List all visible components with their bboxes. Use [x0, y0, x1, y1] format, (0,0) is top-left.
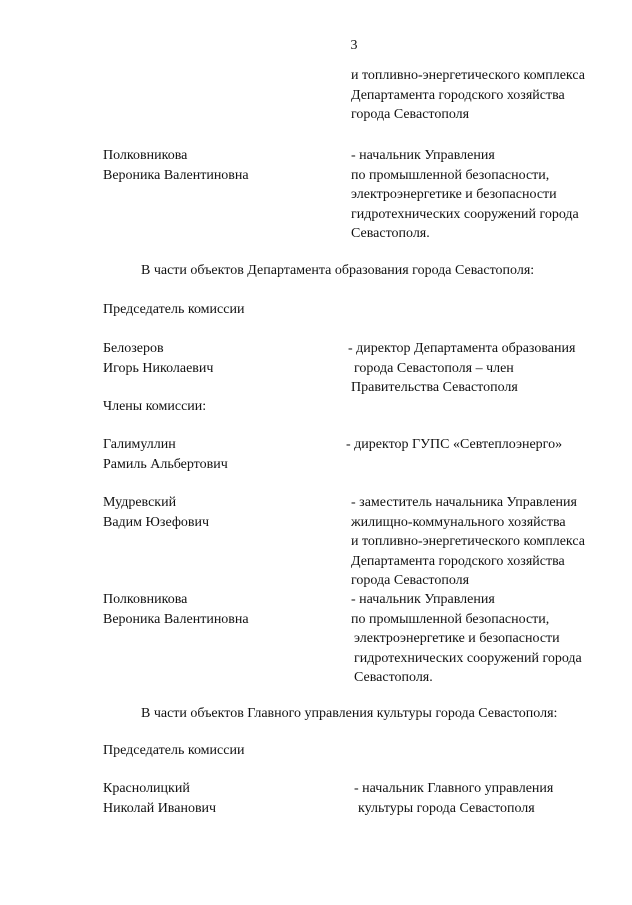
member-position — [351, 146, 579, 244]
members-label: Члены комиссии: — [103, 399, 207, 414]
surname: Краснолицкий — [103, 781, 190, 796]
member-position — [351, 493, 585, 591]
text-line: Севастополя. — [351, 226, 430, 241]
text-line: по промышленной безопасности, — [351, 167, 550, 183]
text-line: города Севастополя — [351, 573, 470, 588]
chair-label: Председатель комиссии — [103, 302, 245, 317]
section-heading-culture: В части объектов Главного управления культуры города Севастополя: — [141, 706, 558, 721]
text-line: электроэнергетике и безопасности — [351, 187, 557, 202]
text-line: по промышленной безопасности, — [351, 611, 550, 627]
text-line: жилищно-коммунального хозяйства — [351, 514, 566, 530]
surname: Белозеров — [103, 341, 164, 356]
member-name — [103, 146, 249, 185]
text-line: и топливно-энергетического комплекса — [351, 534, 585, 549]
position-continuation — [351, 66, 585, 125]
text-line: Севастополя. — [354, 670, 433, 685]
text-line: - заместитель начальника Управления — [351, 495, 577, 510]
surname: Полковникова — [103, 148, 188, 163]
text-line: - начальник Управления — [351, 148, 495, 163]
text-line: электроэнергетике и безопасности — [354, 631, 560, 646]
text-line: города Севастополя — [351, 107, 470, 122]
member-name — [103, 590, 249, 629]
given-names: Игорь Николаевич — [103, 360, 214, 376]
surname: Полковникова — [103, 592, 188, 607]
text-line: гидротехнических сооружений города — [351, 206, 579, 222]
text-line: Департамента городского хозяйства — [351, 87, 565, 103]
text-line: - директор Департамента образования — [348, 341, 576, 356]
text-line: Правительства Севастополя — [351, 380, 518, 395]
text-line: - начальник Управления — [351, 592, 495, 607]
given-names: Вероника Валентиновна — [103, 167, 249, 183]
surname: Мудревский — [103, 495, 177, 510]
member-name — [103, 493, 209, 532]
member-position — [346, 435, 562, 455]
chair-name — [103, 779, 216, 818]
given-names: Вероника Валентиновна — [103, 611, 249, 627]
given-names: Рамиль Альбертович — [103, 456, 228, 472]
text-line: - директор ГУПС «Севтеплоэнерго» — [346, 437, 563, 452]
member-name — [103, 435, 228, 474]
text-line: культуры города Севастополя — [358, 800, 535, 816]
chair-name — [103, 339, 213, 378]
chair-position — [348, 339, 575, 398]
text-line: и топливно-энергетического комплекса — [351, 68, 585, 83]
text-line: гидротехнических сооружений города — [354, 650, 582, 666]
member-position — [351, 590, 582, 688]
text-line: Департамента городского хозяйства — [351, 553, 565, 569]
given-names: Николай Иванович — [103, 800, 217, 816]
chair-label: Председатель комиссии — [103, 743, 245, 758]
text-line: города Севастополя – член — [354, 360, 514, 376]
chair-position — [354, 779, 553, 818]
section-heading-education: В части объектов Департамента образования города Севастополя: — [141, 263, 535, 278]
page-number: 3 — [350, 38, 358, 53]
given-names: Вадим Юзефович — [103, 514, 210, 530]
text-line: - начальник Главного управления — [354, 781, 554, 796]
surname: Галимуллин — [103, 437, 176, 452]
